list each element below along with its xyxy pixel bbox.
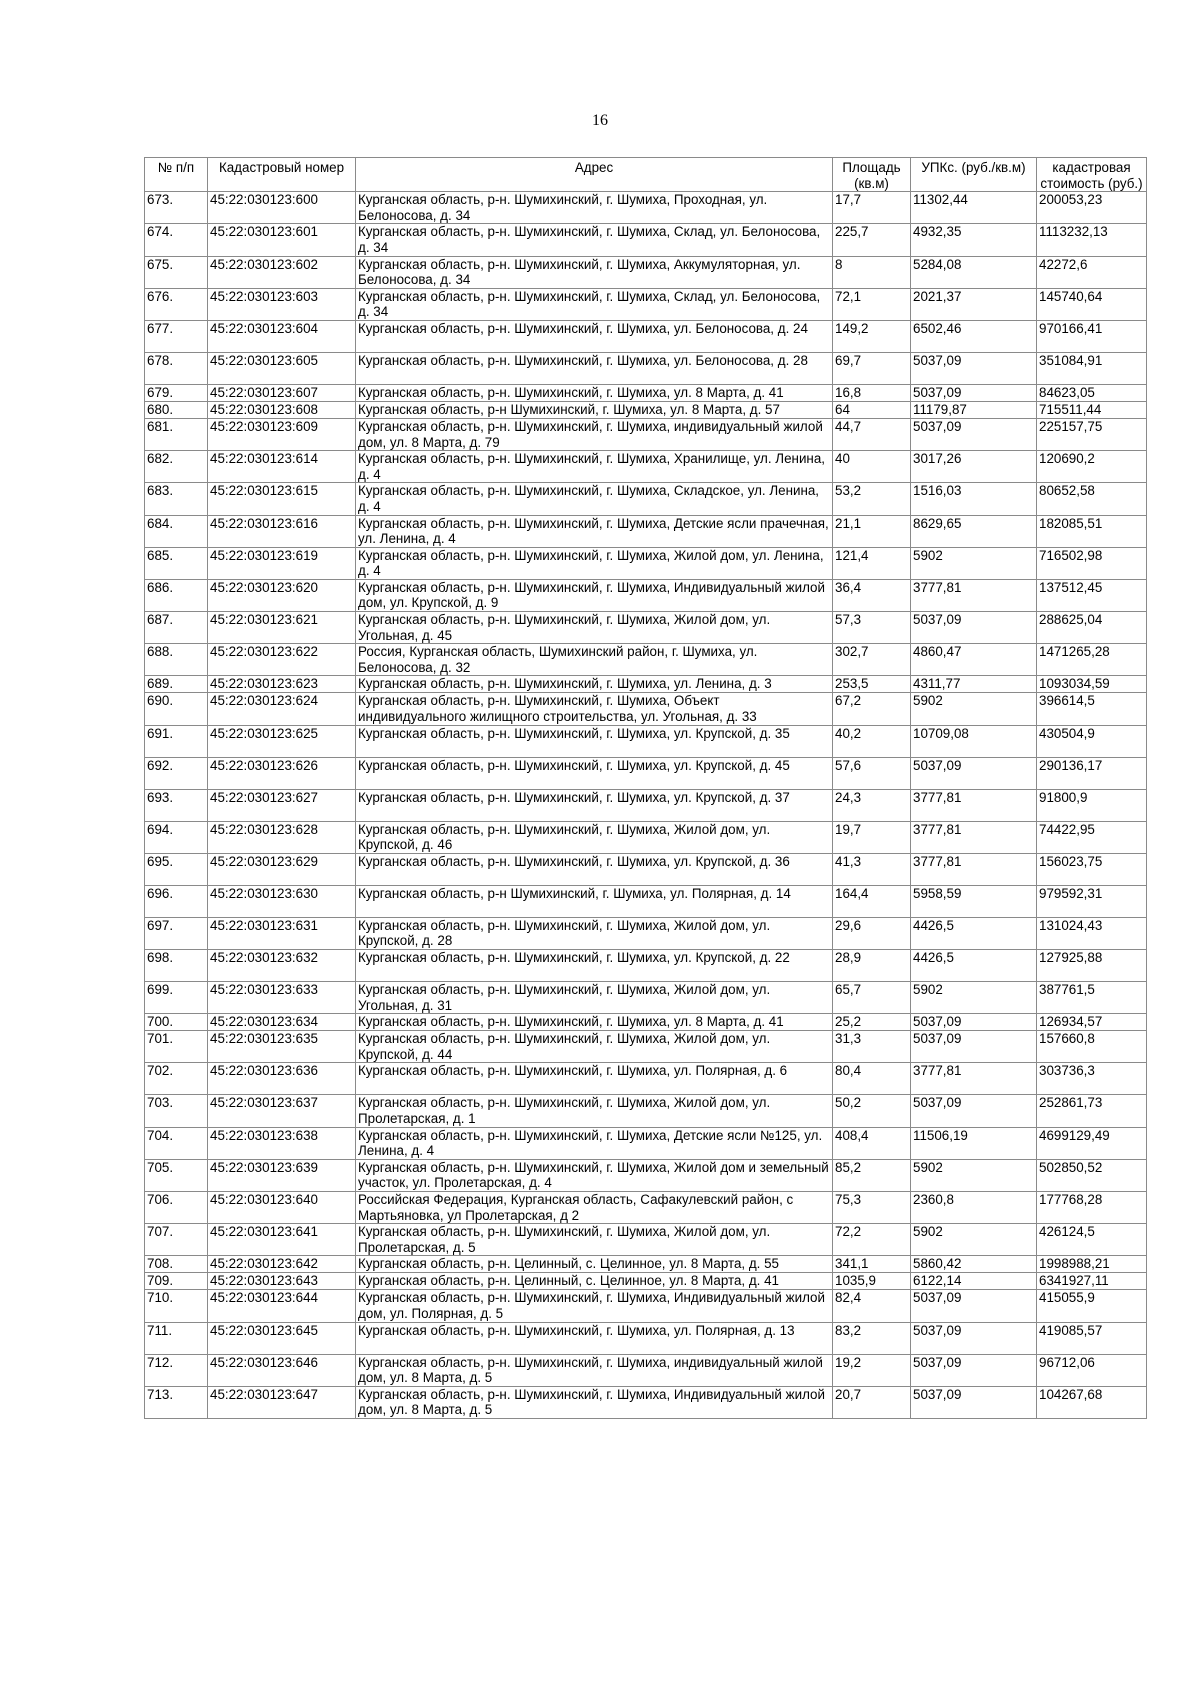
cell-address: Курганская область, р-н. Шумихинский, г. Шумиха, Проходная, ул. Белоносова, д. 34: [356, 192, 833, 224]
cell-cadastral-value: 177768,28: [1037, 1191, 1147, 1223]
cell-index: 685.: [145, 547, 208, 579]
cell-cadastral-number: 45:22:030123:626: [208, 757, 356, 789]
cell-area: 21,1: [833, 515, 911, 547]
cell-index: 707.: [145, 1224, 208, 1256]
cell-area: 44,7: [833, 418, 911, 450]
table-row: [145, 401, 1147, 418]
cell-cadastral-number: 45:22:030123:624: [208, 693, 356, 725]
cell-specific-value: 5037,09: [911, 1014, 1037, 1031]
cell-area: 57,6: [833, 757, 911, 789]
cell-index: 681.: [145, 418, 208, 450]
cell-index: 703.: [145, 1095, 208, 1127]
cell-cadastral-number: 45:22:030123:640: [208, 1191, 356, 1223]
cell-area: 83,2: [833, 1322, 911, 1354]
cell-index: 706.: [145, 1191, 208, 1223]
cell-specific-value: 5284,08: [911, 256, 1037, 288]
cell-specific-value: 5860,42: [911, 1256, 1037, 1273]
cell-area: 16,8: [833, 384, 911, 401]
cell-cadastral-number: 45:22:030123:645: [208, 1322, 356, 1354]
cell-cadastral-value: 126934,57: [1037, 1014, 1147, 1031]
table-row: [145, 693, 1147, 725]
cell-cadastral-value: 502850,52: [1037, 1159, 1147, 1191]
cell-index: 673.: [145, 192, 208, 224]
cell-address: Курганская область, р-н. Шумихинский, г. Шумиха, Жилой дом, ул. Ленина, д. 4: [356, 547, 833, 579]
cell-area: 19,2: [833, 1354, 911, 1386]
cell-cadastral-value: 252861,73: [1037, 1095, 1147, 1127]
cell-index: 709.: [145, 1273, 208, 1290]
cell-cadastral-value: 200053,23: [1037, 192, 1147, 224]
cell-area: 149,2: [833, 320, 911, 352]
cell-specific-value: 1516,03: [911, 483, 1037, 515]
cell-cadastral-number: 45:22:030123:641: [208, 1224, 356, 1256]
cell-specific-value: 5958,59: [911, 885, 1037, 917]
page-number: 16: [592, 112, 608, 129]
cell-cadastral-number: 45:22:030123:632: [208, 950, 356, 982]
cell-specific-value: 11179,87: [911, 401, 1037, 418]
cell-specific-value: 6502,46: [911, 320, 1037, 352]
cell-index: 699.: [145, 982, 208, 1014]
table-row: [145, 676, 1147, 693]
table-row: [145, 418, 1147, 450]
cell-cadastral-number: 45:22:030123:630: [208, 885, 356, 917]
table-row: [145, 256, 1147, 288]
cell-area: 1035,9: [833, 1273, 911, 1290]
table-row: [145, 982, 1147, 1014]
cell-cadastral-value: 80652,58: [1037, 483, 1147, 515]
cell-cadastral-number: 45:22:030123:629: [208, 853, 356, 885]
cell-index: 691.: [145, 725, 208, 757]
cell-cadastral-number: 45:22:030123:609: [208, 418, 356, 450]
cell-address: Курганская область, р-н. Шумихинский, г. Шумиха, ул. Крупской, д. 45: [356, 757, 833, 789]
table-row: [145, 950, 1147, 982]
cell-specific-value: 5902: [911, 1224, 1037, 1256]
cell-specific-value: 4860,47: [911, 644, 1037, 676]
table-row: [145, 320, 1147, 352]
table-row: [145, 1290, 1147, 1322]
cell-address: Курганская область, р-н. Шумихинский, г. Шумиха, Детские ясли №125, ул. Ленина, д. 4: [356, 1127, 833, 1159]
cell-area: 67,2: [833, 693, 911, 725]
table-row: [145, 384, 1147, 401]
cell-cadastral-number: 45:22:030123:607: [208, 384, 356, 401]
cell-address: Российская Федерация, Курганская область, Сафакулевский район, с Мартьяновка, ул Пролетарская, д 2: [356, 1191, 833, 1223]
cell-cadastral-number: 45:22:030123:601: [208, 224, 356, 256]
cell-area: 85,2: [833, 1159, 911, 1191]
cell-area: 50,2: [833, 1095, 911, 1127]
table-row: [145, 1191, 1147, 1223]
cadastral-table: [144, 157, 1147, 1419]
cell-cadastral-number: 45:22:030123:633: [208, 982, 356, 1014]
cell-address: Курганская область, р-н. Шумихинский, г. Шумиха, Объект индивидуального жилищного строительства, ул. Угольная, д. 33: [356, 693, 833, 725]
cell-cadastral-number: 45:22:030123:621: [208, 612, 356, 644]
cell-index: 711.: [145, 1322, 208, 1354]
cell-address: Курганская область, р-н. Шумихинский, г. Шумиха, ул. Ленина, д. 3: [356, 676, 833, 693]
cell-index: 712.: [145, 1354, 208, 1386]
cell-specific-value: 3777,81: [911, 579, 1037, 611]
cell-area: 20,7: [833, 1386, 911, 1418]
cell-cadastral-value: 157660,8: [1037, 1031, 1147, 1063]
cell-index: 677.: [145, 320, 208, 352]
cell-cadastral-value: 288625,04: [1037, 612, 1147, 644]
cell-index: 695.: [145, 853, 208, 885]
cell-index: 701.: [145, 1031, 208, 1063]
cell-address: Россия, Курганская область, Шумихинский район, г. Шумиха, ул. Белоносова, д. 32: [356, 644, 833, 676]
cell-area: 64: [833, 401, 911, 418]
cell-specific-value: 5037,09: [911, 384, 1037, 401]
table-row: [145, 789, 1147, 821]
cell-cadastral-number: 45:22:030123:603: [208, 288, 356, 320]
cell-index: 705.: [145, 1159, 208, 1191]
cell-cadastral-number: 45:22:030123:639: [208, 1159, 356, 1191]
cell-index: 676.: [145, 288, 208, 320]
table-row: [145, 821, 1147, 853]
cell-cadastral-number: 45:22:030123:620: [208, 579, 356, 611]
table-row: [145, 725, 1147, 757]
cell-address: Курганская область, р-н. Шумихинский, г. Шумиха, индивидуальный жилой дом, ул. 8 Марта, д. 5: [356, 1354, 833, 1386]
cell-index: 678.: [145, 352, 208, 384]
header-specific-value: УПКс. (руб./кв.м): [911, 158, 1037, 192]
cell-area: 225,7: [833, 224, 911, 256]
table-row: [145, 352, 1147, 384]
table-row: [145, 515, 1147, 547]
cell-cadastral-value: 303736,3: [1037, 1063, 1147, 1095]
cell-address: Курганская область, р-н. Шумихинский, г. Шумиха, ул. Белоносова, д. 24: [356, 320, 833, 352]
cell-address: Курганская область, р-н. Целинный, с. Целинное, ул. 8 Марта, д. 41: [356, 1273, 833, 1290]
cell-cadastral-value: 1471265,28: [1037, 644, 1147, 676]
cell-specific-value: 5037,09: [911, 352, 1037, 384]
table-row: [145, 1322, 1147, 1354]
cell-cadastral-number: 45:22:030123:636: [208, 1063, 356, 1095]
table-row: [145, 1127, 1147, 1159]
cell-cadastral-value: 84623,05: [1037, 384, 1147, 401]
cell-cadastral-value: 74422,95: [1037, 821, 1147, 853]
table-row: [145, 1159, 1147, 1191]
cell-specific-value: 5902: [911, 547, 1037, 579]
cell-cadastral-value: 351084,91: [1037, 352, 1147, 384]
table-row: [145, 1063, 1147, 1095]
cell-address: Курганская область, р-н Шумихинский, г. Шумиха, ул. 8 Марта, д. 57: [356, 401, 833, 418]
cell-cadastral-value: 290136,17: [1037, 757, 1147, 789]
cell-area: 24,3: [833, 789, 911, 821]
table-row: [145, 885, 1147, 917]
cell-cadastral-value: 145740,64: [1037, 288, 1147, 320]
cell-address: Курганская область, р-н. Шумихинский, г. Шумиха, ул. Крупской, д. 37: [356, 789, 833, 821]
table-row: [145, 1386, 1147, 1418]
cell-specific-value: 5037,09: [911, 757, 1037, 789]
cell-specific-value: 5037,09: [911, 612, 1037, 644]
cell-address: Курганская область, р-н. Шумихинский, г. Шумиха, Аккумуляторная, ул. Белоносова, д. 34: [356, 256, 833, 288]
header-area: Площадь (кв.м): [833, 158, 911, 192]
cell-area: 28,9: [833, 950, 911, 982]
cell-index: 702.: [145, 1063, 208, 1095]
cell-area: 72,2: [833, 1224, 911, 1256]
cell-index: 713.: [145, 1386, 208, 1418]
cell-cadastral-number: 45:22:030123:619: [208, 547, 356, 579]
cell-cadastral-number: 45:22:030123:600: [208, 192, 356, 224]
table-row: [145, 1224, 1147, 1256]
cell-cadastral-value: 979592,31: [1037, 885, 1147, 917]
cell-address: Курганская область, р-н. Шумихинский, г. Шумиха, Жилой дом и земельный участок, ул. Пролетарская, д. 4: [356, 1159, 833, 1191]
cell-specific-value: 5902: [911, 1159, 1037, 1191]
cell-area: 40: [833, 451, 911, 483]
cell-cadastral-number: 45:22:030123:614: [208, 451, 356, 483]
cell-cadastral-value: 715511,44: [1037, 401, 1147, 418]
header-cadastral-number: Кадастровый номер: [208, 158, 356, 192]
cell-area: 302,7: [833, 644, 911, 676]
cell-address: Курганская область, р-н. Шумихинский, г. Шумиха, Индивидуальный жилой дом, ул. Полярная, д. 5: [356, 1290, 833, 1322]
table-row: [145, 1031, 1147, 1063]
table-row: [145, 1095, 1147, 1127]
cell-address: Курганская область, р-н. Шумихинский, г. Шумиха, ул. Крупской, д. 36: [356, 853, 833, 885]
header-cadastral-value: кадастровая стоимость (руб.): [1037, 158, 1147, 192]
cell-area: 36,4: [833, 579, 911, 611]
cell-area: 82,4: [833, 1290, 911, 1322]
cell-address: Курганская область, р-н. Шумихинский, г. Шумиха, Жилой дом, ул. Угольная, д. 31: [356, 982, 833, 1014]
cell-address: Курганская область, р-н. Шумихинский, г. Шумиха, ул. 8 Марта, д. 41: [356, 384, 833, 401]
cell-cadastral-number: 45:22:030123:627: [208, 789, 356, 821]
cell-address: Курганская область, р-н. Шумихинский, г. Шумиха, ул. Крупской, д. 35: [356, 725, 833, 757]
table-row: [145, 288, 1147, 320]
table-row: [145, 644, 1147, 676]
cell-address: Курганская область, р-н. Шумихинский, г. Шумиха, Жилой дом, ул. Крупской, д. 44: [356, 1031, 833, 1063]
cell-specific-value: 4311,77: [911, 676, 1037, 693]
table-row: [145, 579, 1147, 611]
cell-area: 31,3: [833, 1031, 911, 1063]
cell-specific-value: 10709,08: [911, 725, 1037, 757]
cell-specific-value: 5037,09: [911, 1354, 1037, 1386]
cell-cadastral-value: 96712,06: [1037, 1354, 1147, 1386]
cell-cadastral-number: 45:22:030123:638: [208, 1127, 356, 1159]
cell-index: 693.: [145, 789, 208, 821]
cell-cadastral-value: 970166,41: [1037, 320, 1147, 352]
cell-cadastral-value: 156023,75: [1037, 853, 1147, 885]
cell-index: 680.: [145, 401, 208, 418]
cell-cadastral-number: 45:22:030123:625: [208, 725, 356, 757]
cell-address: Курганская область, р-н. Шумихинский, г. Шумиха, ул. Белоносова, д. 28: [356, 352, 833, 384]
cell-area: 53,2: [833, 483, 911, 515]
cell-index: 710.: [145, 1290, 208, 1322]
cell-cadastral-number: 45:22:030123:608: [208, 401, 356, 418]
cell-specific-value: 3017,26: [911, 451, 1037, 483]
cell-cadastral-value: 6341927,11: [1037, 1273, 1147, 1290]
cell-specific-value: 5037,09: [911, 1386, 1037, 1418]
cell-address: Курганская область, р-н. Шумихинский, г. Шумиха, Индивидуальный жилой дом, ул. 8 Марта, д. 5: [356, 1386, 833, 1418]
cell-specific-value: 2360,8: [911, 1191, 1037, 1223]
cell-cadastral-value: 1998988,21: [1037, 1256, 1147, 1273]
cell-specific-value: 5037,09: [911, 1290, 1037, 1322]
cell-area: 19,7: [833, 821, 911, 853]
cell-index: 675.: [145, 256, 208, 288]
cell-address: Курганская область, р-н. Шумихинский, г. Шумиха, Жилой дом, ул. Пролетарская, д. 5: [356, 1224, 833, 1256]
header-index: № п/п: [145, 158, 208, 192]
cell-address: Курганская область, р-н. Шумихинский, г. Шумиха, Индивидуальный жилой дом, ул. Крупской, д. 9: [356, 579, 833, 611]
table-header-row: [145, 158, 1147, 192]
cell-index: 679.: [145, 384, 208, 401]
table-row: [145, 1256, 1147, 1273]
cell-cadastral-number: 45:22:030123:631: [208, 917, 356, 949]
cell-cadastral-number: 45:22:030123:643: [208, 1273, 356, 1290]
cell-cadastral-number: 45:22:030123:615: [208, 483, 356, 515]
cell-cadastral-value: 104267,68: [1037, 1386, 1147, 1418]
cell-area: 69,7: [833, 352, 911, 384]
cell-index: 682.: [145, 451, 208, 483]
cell-cadastral-value: 120690,2: [1037, 451, 1147, 483]
cell-index: 692.: [145, 757, 208, 789]
cell-cadastral-value: 91800,9: [1037, 789, 1147, 821]
cell-area: 40,2: [833, 725, 911, 757]
cell-area: 41,3: [833, 853, 911, 885]
table-row: [145, 224, 1147, 256]
cell-area: 253,5: [833, 676, 911, 693]
cell-area: 8: [833, 256, 911, 288]
cell-address: Курганская область, р-н. Шумихинский, г. Шумиха, Жилой дом, ул. Угольная, д. 45: [356, 612, 833, 644]
cell-specific-value: 3777,81: [911, 1063, 1037, 1095]
cell-index: 683.: [145, 483, 208, 515]
cell-specific-value: 5037,09: [911, 1322, 1037, 1354]
cell-address: Курганская область, р-н. Шумихинский, г. Шумиха, Склад, ул. Белоносова, д. 34: [356, 288, 833, 320]
cell-specific-value: 6122,14: [911, 1273, 1037, 1290]
cell-cadastral-value: 42272,6: [1037, 256, 1147, 288]
cell-cadastral-value: 131024,43: [1037, 917, 1147, 949]
cell-cadastral-value: 396614,5: [1037, 693, 1147, 725]
cell-cadastral-number: 45:22:030123:647: [208, 1386, 356, 1418]
table-row: [145, 853, 1147, 885]
cell-cadastral-value: 127925,88: [1037, 950, 1147, 982]
cell-address: Курганская область, р-н. Шумихинский, г. Шумиха, Детские ясли прачечная, ул. Ленина, д. 4: [356, 515, 833, 547]
cell-specific-value: 3777,81: [911, 821, 1037, 853]
table-row: [145, 757, 1147, 789]
cell-cadastral-number: 45:22:030123:623: [208, 676, 356, 693]
cell-cadastral-number: 45:22:030123:644: [208, 1290, 356, 1322]
cell-cadastral-value: 426124,5: [1037, 1224, 1147, 1256]
cell-specific-value: 5902: [911, 693, 1037, 725]
cell-cadastral-value: 1113232,13: [1037, 224, 1147, 256]
cell-address: Курганская область, р-н. Шумихинский, г. Шумиха, Жилой дом, ул. Крупской, д. 46: [356, 821, 833, 853]
cell-address: Курганская область, р-н. Шумихинский, г. Шумиха, Жилой дом, ул. Пролетарская, д. 1: [356, 1095, 833, 1127]
cell-cadastral-value: 4699129,49: [1037, 1127, 1147, 1159]
cell-area: 25,2: [833, 1014, 911, 1031]
cell-index: 700.: [145, 1014, 208, 1031]
cell-cadastral-value: 1093034,59: [1037, 676, 1147, 693]
cell-address: Курганская область, р-н. Шумихинский, г. Шумиха, индивидуальный жилой дом, ул. 8 Марта, д. 79: [356, 418, 833, 450]
cell-index: 689.: [145, 676, 208, 693]
cell-address: Курганская область, р-н Шумихинский, г. Шумиха, ул. Полярная, д. 14: [356, 885, 833, 917]
cell-cadastral-number: 45:22:030123:602: [208, 256, 356, 288]
cell-cadastral-value: 387761,5: [1037, 982, 1147, 1014]
cell-specific-value: 5902: [911, 982, 1037, 1014]
header-address: Адрес: [356, 158, 833, 192]
cell-address: Курганская область, р-н. Шумихинский, г. Шумиха, ул. Крупской, д. 22: [356, 950, 833, 982]
cell-index: 708.: [145, 1256, 208, 1273]
cell-cadastral-value: 225157,75: [1037, 418, 1147, 450]
cell-specific-value: 5037,09: [911, 418, 1037, 450]
cell-cadastral-value: 430504,9: [1037, 725, 1147, 757]
table-row: [145, 192, 1147, 224]
cell-address: Курганская область, р-н. Шумихинский, г. Шумиха, ул. 8 Марта, д. 41: [356, 1014, 833, 1031]
cell-cadastral-number: 45:22:030123:604: [208, 320, 356, 352]
cell-index: 696.: [145, 885, 208, 917]
cell-specific-value: 11302,44: [911, 192, 1037, 224]
table-row: [145, 483, 1147, 515]
table-row: [145, 1273, 1147, 1290]
cell-address: Курганская область, р-н. Шумихинский, г. Шумиха, ул. Полярная, д. 6: [356, 1063, 833, 1095]
cell-specific-value: 5037,09: [911, 1031, 1037, 1063]
cell-address: Курганская область, р-н. Целинный, с. Целинное, ул. 8 Марта, д. 55: [356, 1256, 833, 1273]
cell-area: 17,7: [833, 192, 911, 224]
cell-address: Курганская область, р-н. Шумихинский, г. Шумиха, ул. Полярная, д. 13: [356, 1322, 833, 1354]
table-row: [145, 1014, 1147, 1031]
cell-address: Курганская область, р-н. Шумихинский, г. Шумиха, Хранилище, ул. Ленина, д. 4: [356, 451, 833, 483]
cell-area: 75,3: [833, 1191, 911, 1223]
cell-address: Курганская область, р-н. Шумихинский, г. Шумиха, Склад, ул. Белоносова, д. 34: [356, 224, 833, 256]
table-row: [145, 1354, 1147, 1386]
cell-cadastral-number: 45:22:030123:622: [208, 644, 356, 676]
cell-specific-value: 8629,65: [911, 515, 1037, 547]
cell-area: 72,1: [833, 288, 911, 320]
table-row: [145, 612, 1147, 644]
cell-area: 57,3: [833, 612, 911, 644]
cell-specific-value: 11506,19: [911, 1127, 1037, 1159]
cell-specific-value: 4426,5: [911, 917, 1037, 949]
cell-cadastral-number: 45:22:030123:642: [208, 1256, 356, 1273]
cell-cadastral-number: 45:22:030123:637: [208, 1095, 356, 1127]
cell-cadastral-number: 45:22:030123:635: [208, 1031, 356, 1063]
cell-specific-value: 4932,35: [911, 224, 1037, 256]
cell-index: 674.: [145, 224, 208, 256]
cell-cadastral-value: 415055,9: [1037, 1290, 1147, 1322]
cell-address: Курганская область, р-н. Шумихинский, г. Шумиха, Жилой дом, ул. Крупской, д. 28: [356, 917, 833, 949]
table-row: [145, 917, 1147, 949]
cell-specific-value: 4426,5: [911, 950, 1037, 982]
cell-cadastral-value: 419085,57: [1037, 1322, 1147, 1354]
cell-area: 80,4: [833, 1063, 911, 1095]
cell-index: 690.: [145, 693, 208, 725]
cell-index: 688.: [145, 644, 208, 676]
cell-area: 65,7: [833, 982, 911, 1014]
cell-index: 694.: [145, 821, 208, 853]
cell-specific-value: 3777,81: [911, 853, 1037, 885]
cell-specific-value: 5037,09: [911, 1095, 1037, 1127]
cell-specific-value: 3777,81: [911, 789, 1037, 821]
cell-area: 341,1: [833, 1256, 911, 1273]
cell-cadastral-number: 45:22:030123:616: [208, 515, 356, 547]
cell-cadastral-number: 45:22:030123:646: [208, 1354, 356, 1386]
cell-index: 687.: [145, 612, 208, 644]
cell-area: 121,4: [833, 547, 911, 579]
cell-area: 408,4: [833, 1127, 911, 1159]
cell-area: 29,6: [833, 917, 911, 949]
cell-index: 697.: [145, 917, 208, 949]
cell-cadastral-value: 182085,51: [1037, 515, 1147, 547]
cell-cadastral-value: 716502,98: [1037, 547, 1147, 579]
table-row: [145, 451, 1147, 483]
cell-address: Курганская область, р-н. Шумихинский, г. Шумиха, Складское, ул. Ленина, д. 4: [356, 483, 833, 515]
cell-specific-value: 2021,37: [911, 288, 1037, 320]
table-row: [145, 547, 1147, 579]
cell-cadastral-number: 45:22:030123:605: [208, 352, 356, 384]
cell-cadastral-number: 45:22:030123:634: [208, 1014, 356, 1031]
cell-cadastral-value: 137512,45: [1037, 579, 1147, 611]
cell-index: 704.: [145, 1127, 208, 1159]
cell-index: 686.: [145, 579, 208, 611]
cell-area: 164,4: [833, 885, 911, 917]
cell-index: 698.: [145, 950, 208, 982]
cell-cadastral-number: 45:22:030123:628: [208, 821, 356, 853]
cell-index: 684.: [145, 515, 208, 547]
